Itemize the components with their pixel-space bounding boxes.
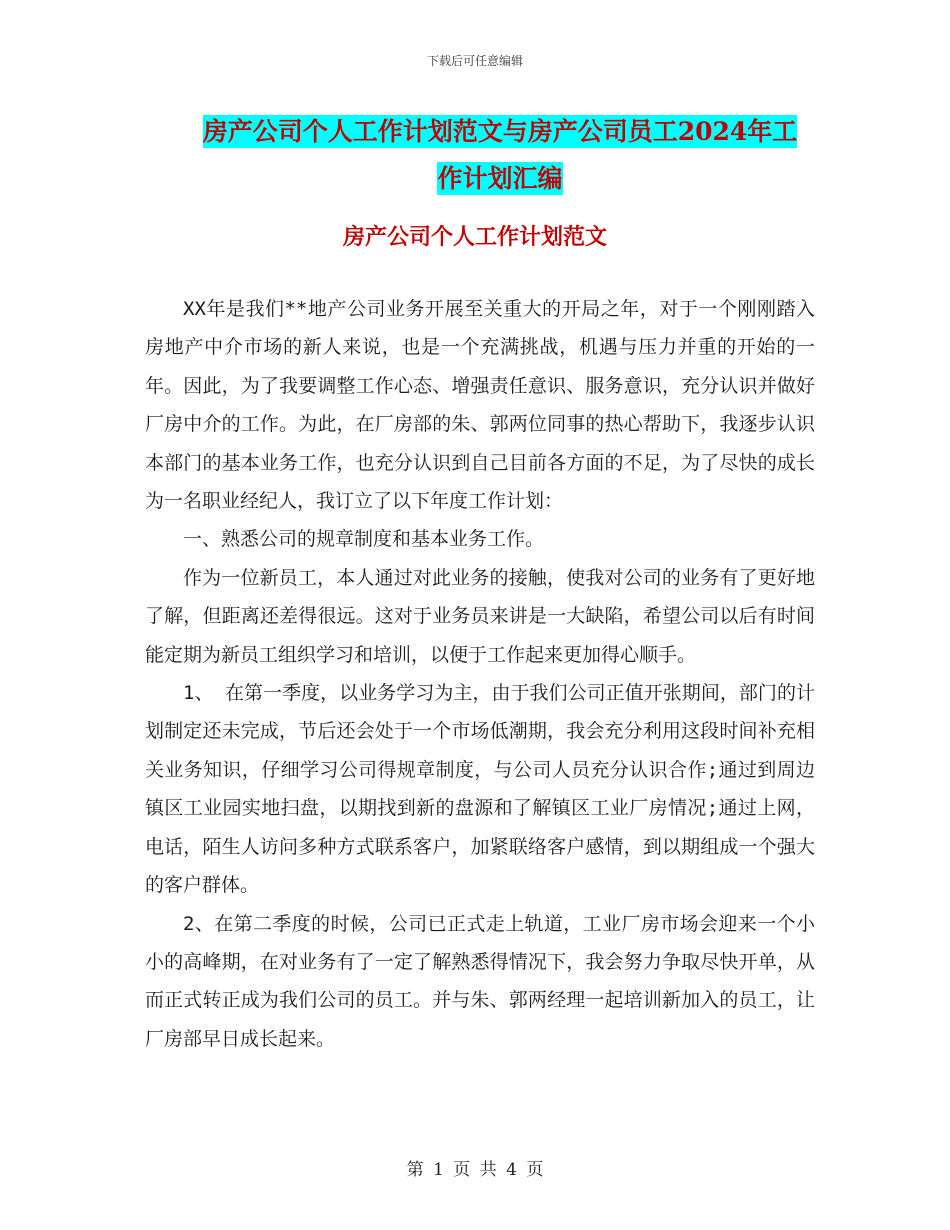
page-footer: 第 1 页 共 4 页 xyxy=(406,1160,544,1180)
paragraph-q1: 1、 在第一季度，以业务学习为主，由于我们公司正值开张期间，部门的计划制定还未完成，节后还会处于一个市场低潮期，我会充分利用这段时间补充相关业务知识，仔细学习公司得规章制度，与公司人员充分认识合作;通过到周边镇区工业园实地扫盘，以期找到新的盘源和了解镇区工业厂房情况;通过上网，电话，陌生人访问多种方式联系客户，加紧联络客户感情，到以期组成一个强大的客户群体。 xyxy=(145,682,815,897)
paragraph-new-employee: 作为一位新员工，本人通过对此业务的接触，使我对公司的业务有了更好地了解，但距离还差得很远。这对于业务员来讲是一大缺陷，希望公司以后有时间能定期为新员工组织学习和培训，以便于工作起来更加得心顺手。 xyxy=(145,566,815,666)
document-body xyxy=(145,290,815,1058)
document-title-line-1: 房产公司个人工作计划范文与房产公司员工2024年工 xyxy=(202,117,798,146)
document-title-line-2: 作计划汇编 xyxy=(437,164,563,193)
header-note: 下载后可任意编辑 xyxy=(426,54,523,68)
paragraph-heading-1: 一、熟悉公司的规章制度和基本业务工作。 xyxy=(183,528,545,551)
paragraph-q2: 2、在第二季度的时候，公司已正式走上轨道，工业厂房市场会迎来一个小小的高峰期，在对业务有了一定了解熟悉得情况下，我会努力争取尽快开单，从而正式转正成为我们公司的员工。并与朱、郭两经理一起培训新加入的员工，让厂房部早日成长起来。 xyxy=(145,912,815,1050)
paragraph-intro: XX年是我们**地产公司业务开展至关重大的开局之年，对于一个刚刚踏入房地产中介市场的新人来说，也是一个充满挑战，机遇与压力并重的开始的一年。因此，为了我要调整工作心态、增强责任意识、服务意识，充分认识并做好厂房中介的工作。为此，在厂房部的朱、郭两位同事的热心帮助下，我逐步认识本部门的基本业务工作，也充分认识到自己目前各方面的不足，为了尽快的成长为一名职业经纪人，我订立了以下年度工作计划： xyxy=(145,298,815,513)
section-title: 房产公司个人工作计划范文 xyxy=(342,224,607,250)
document-title xyxy=(140,108,860,202)
